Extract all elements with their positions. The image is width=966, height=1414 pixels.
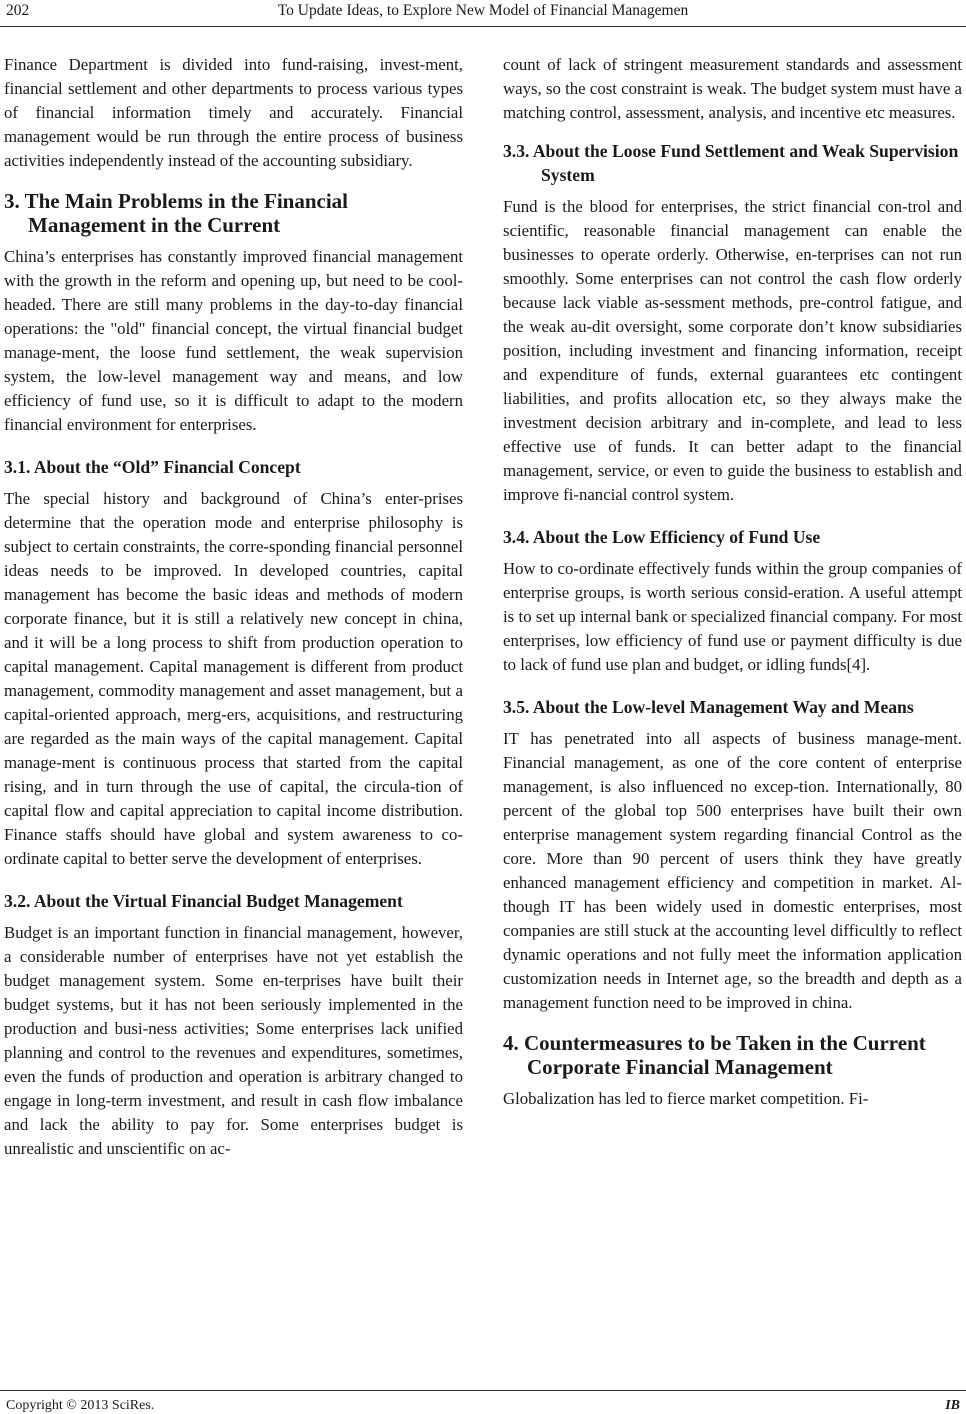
page-number: 202: [6, 2, 30, 19]
page-footer: [0, 1390, 966, 1414]
subsection-3-4-heading: 3.4. About the Low Efficiency of Fund Use: [503, 527, 821, 547]
paragraph-intro: Finance Department is divided into fund-raising, invest-ment, financial settlement and other departments to process various types of financial information timely and accurately. Financial management would be run through the entire process of business activities independently instead of the accounting subsidiary.: [4, 55, 463, 170]
header-rule: [0, 26, 966, 27]
paragraph-3-2-continued: count of lack of stringent measurement standards and assessment ways, so the cost constraint is weak. The budget system must have a matching control, assessment, analysis, and incentive etc measures.: [503, 55, 962, 122]
paragraph-3-3: Fund is the blood for enterprises, the strict financial con-trol and scientific, reasonable financial management can enable the businesses to operate orderly. Otherwise, en-terprises can not run smoothly. Some enterprises can not control the cash flow orderly because lack viable as-sessment methods, pre-control fatigue, and the weak au-dit oversight, some corporate don’t know subsidiaries position, including investment and financing information, receipt and expenditure of funds, external guarantees etc contingent liabilities, and profits allocation etc, so they always make the investment decision arbitrary and in-complete, and lead to less effective use of funds. It can better adapt to the financial management, service, or even to guide the business to establish and improve fi-nancial control system.: [503, 197, 962, 504]
section-3-heading: 3. The Main Problems in the Financial Management in the Current: [4, 189, 348, 237]
left-column: [4, 53, 463, 1175]
paragraph-section-3: China’s enterprises has constantly improved financial management with the growth in the reform and opening up, but need to be cool-headed. There are still many problems in the day-to-day financial operations: the "old" financial concept, the virtual financial budget manage-ment, the loose fund settlement, the weak supervision system, the low-level management way and means, and low efficiency of fund use, so it is difficult to adapt to the modern financial environment for enterprises.: [4, 247, 463, 434]
running-title: To Update Ideas, to Explore New Model of Financial Managemen: [277, 2, 689, 19]
copyright-notice: Copyright © 2013 SciRes.: [6, 1398, 155, 1413]
journal-abbreviation: IB: [945, 1398, 960, 1413]
paragraph-3-2: Budget is an important function in financial management, however, a considerable number of enterprises have not yet establish the budget management system. Some en-terprises have built their budget systems, but it has not been seriously implemented in the production and busi-ness activities; Some enterprises lack unified planning and control to the revenues and expenditures, sometimes, even the funds of production and operation is arbitrary changed to engage in long-term investment, and result in cash flow imbalance and lack the ability to pay for. Some enterprises budget is unrealistic and unscientific on ac-: [4, 923, 463, 1158]
footer-rule: [0, 1390, 966, 1391]
paragraph-3-1: The special history and background of China’s enter-prises determine that the operation mode and enterprise philosophy is subject to certain constraints, the corre-sponding financial personnel ideas needs to be improved. In developed countries, capital management has become the basic ideas and methods of modern corporate finance, but it is still a relatively new concept in china, and it will be a long process to shift from production operation to capital management. Capital management is different from product management, commodity management and asset management, but a capital-oriented approach, merg-ers, acquisitions, and restructuring are regarded as the main ways of the capital management. Capital manage-ment is continuous process that started from the capital rising, and in turn through the use of capital, the circula-tion of capital flow and capital appreciation to capital income distribution. Finance staffs should have global and system awareness to co-ordinate capital to better serve the development of enterprises.: [4, 489, 463, 868]
right-column: [503, 53, 962, 1125]
page-header: [0, 0, 966, 28]
paragraph-3-4: How to co-ordinate effectively funds within the group companies of enterprise groups, is worth serious consid-eration. A useful attempt is to set up internal bank or specialized financial company. For most enterprises, low efficiency of fund use or payment difficulty is due to lack of fund use plan and budget, or idling funds[4].: [503, 559, 962, 674]
paragraph-3-5: IT has penetrated into all aspects of business manage-ment. Financial management, as one of the core content of enterprise management, is also influenced no excep-tion. Internationally, 80 percent of the global top 500 enterprises have built their own enterprise management system regarding financial Control as the core. More than 90 percent of users think they have greatly enhanced management efficiency and competition in market. Al-though IT has been widely used in domestic enterprises, most companies are still stuck at the accounting level difficultly to reflect dynamic operations and not fully meet the information application customization needs in Internet age, so the breadth and depth as a management function need to be improved in china.: [503, 729, 962, 1012]
section-4-heading: 4. Countermeasures to be Taken in the Current Corporate Financial Management: [503, 1031, 926, 1079]
subsection-3-5-heading: 3.5. About the Low-level Management Way and Means: [503, 697, 914, 717]
subsection-3-1-heading: 3.1. About the “Old” Financial Concept: [4, 457, 301, 477]
subsection-3-2-heading: 3.2. About the Virtual Financial Budget Management: [4, 891, 403, 911]
subsection-3-3-heading: 3.3. About the Loose Fund Settlement and Weak Supervision System: [503, 141, 959, 185]
paragraph-section-4: Globalization has led to fierce market competition. Fi-: [503, 1089, 869, 1108]
